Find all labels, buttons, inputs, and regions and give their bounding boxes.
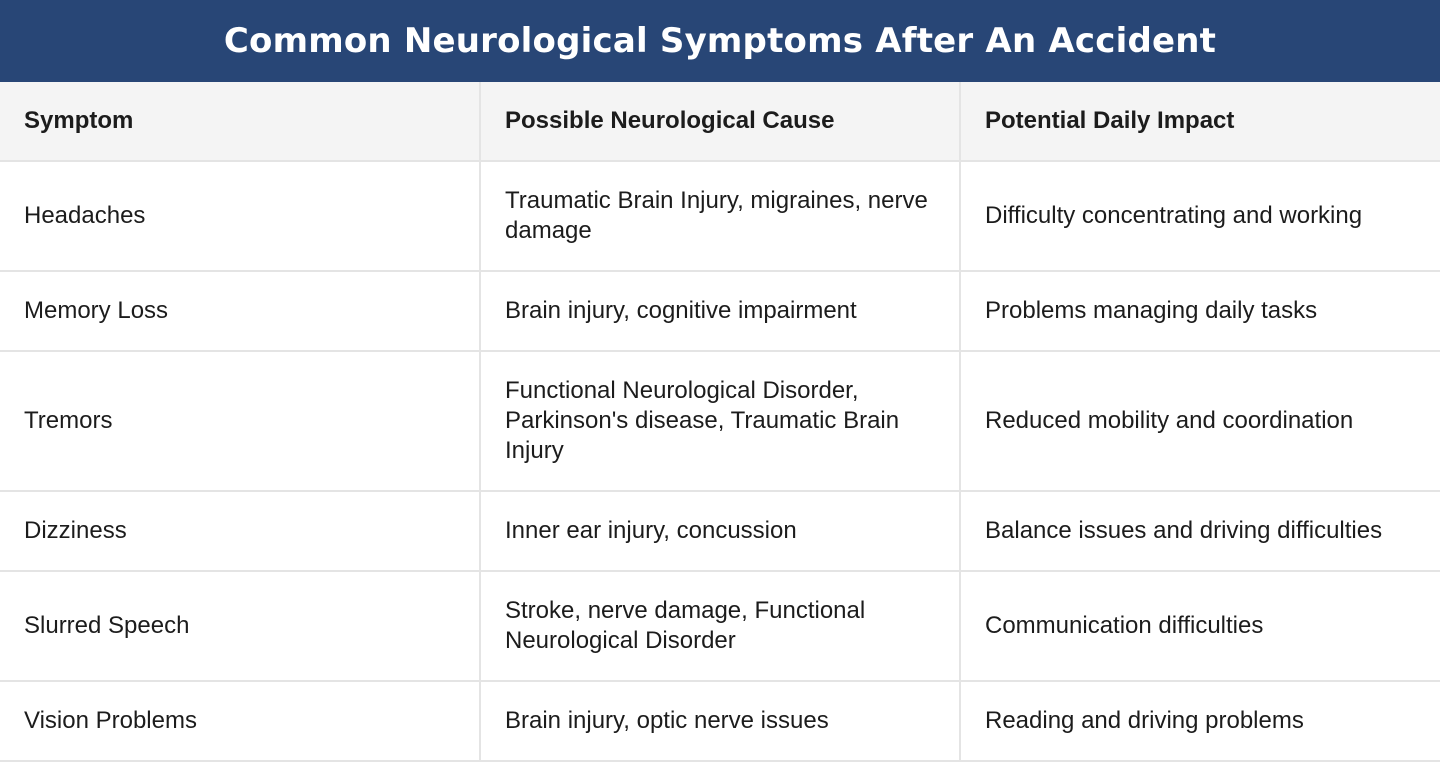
column-header-impact: Potential Daily Impact xyxy=(960,82,1440,161)
table-row xyxy=(0,571,1440,681)
impact-cell: Communication difficulties xyxy=(960,571,1440,681)
table-row xyxy=(0,271,1440,351)
symptom-cell: Dizziness xyxy=(0,491,480,571)
cause-cell: Functional Neurological Disorder, Parkinson's disease, Traumatic Brain Injury xyxy=(480,351,960,491)
impact-cell: Reading and driving problems xyxy=(960,681,1440,761)
cause-cell: Stroke, nerve damage, Functional Neurological Disorder xyxy=(480,571,960,681)
symptom-cell: Tremors xyxy=(0,351,480,491)
table-row xyxy=(0,351,1440,491)
cause-cell: Brain injury, optic nerve issues xyxy=(480,681,960,761)
page-title: Common Neurological Symptoms After An Accident xyxy=(0,0,1440,82)
symptom-cell: Headaches xyxy=(0,161,480,271)
symptom-cell: Vision Problems xyxy=(0,681,480,761)
column-header-symptom: Symptom xyxy=(0,82,480,161)
symptoms-table xyxy=(0,82,1440,762)
table-row xyxy=(0,161,1440,271)
symptom-cell: Slurred Speech xyxy=(0,571,480,681)
cause-cell: Brain injury, cognitive impairment xyxy=(480,271,960,351)
impact-cell: Problems managing daily tasks xyxy=(960,271,1440,351)
column-header-cause: Possible Neurological Cause xyxy=(480,82,960,161)
table-header-row xyxy=(0,82,1440,161)
table-row xyxy=(0,681,1440,761)
impact-cell: Difficulty concentrating and working xyxy=(960,161,1440,271)
impact-cell: Reduced mobility and coordination xyxy=(960,351,1440,491)
cause-cell: Inner ear injury, concussion xyxy=(480,491,960,571)
table-row xyxy=(0,491,1440,571)
impact-cell: Balance issues and driving difficulties xyxy=(960,491,1440,571)
cause-cell: Traumatic Brain Injury, migraines, nerve damage xyxy=(480,161,960,271)
symptom-cell: Memory Loss xyxy=(0,271,480,351)
